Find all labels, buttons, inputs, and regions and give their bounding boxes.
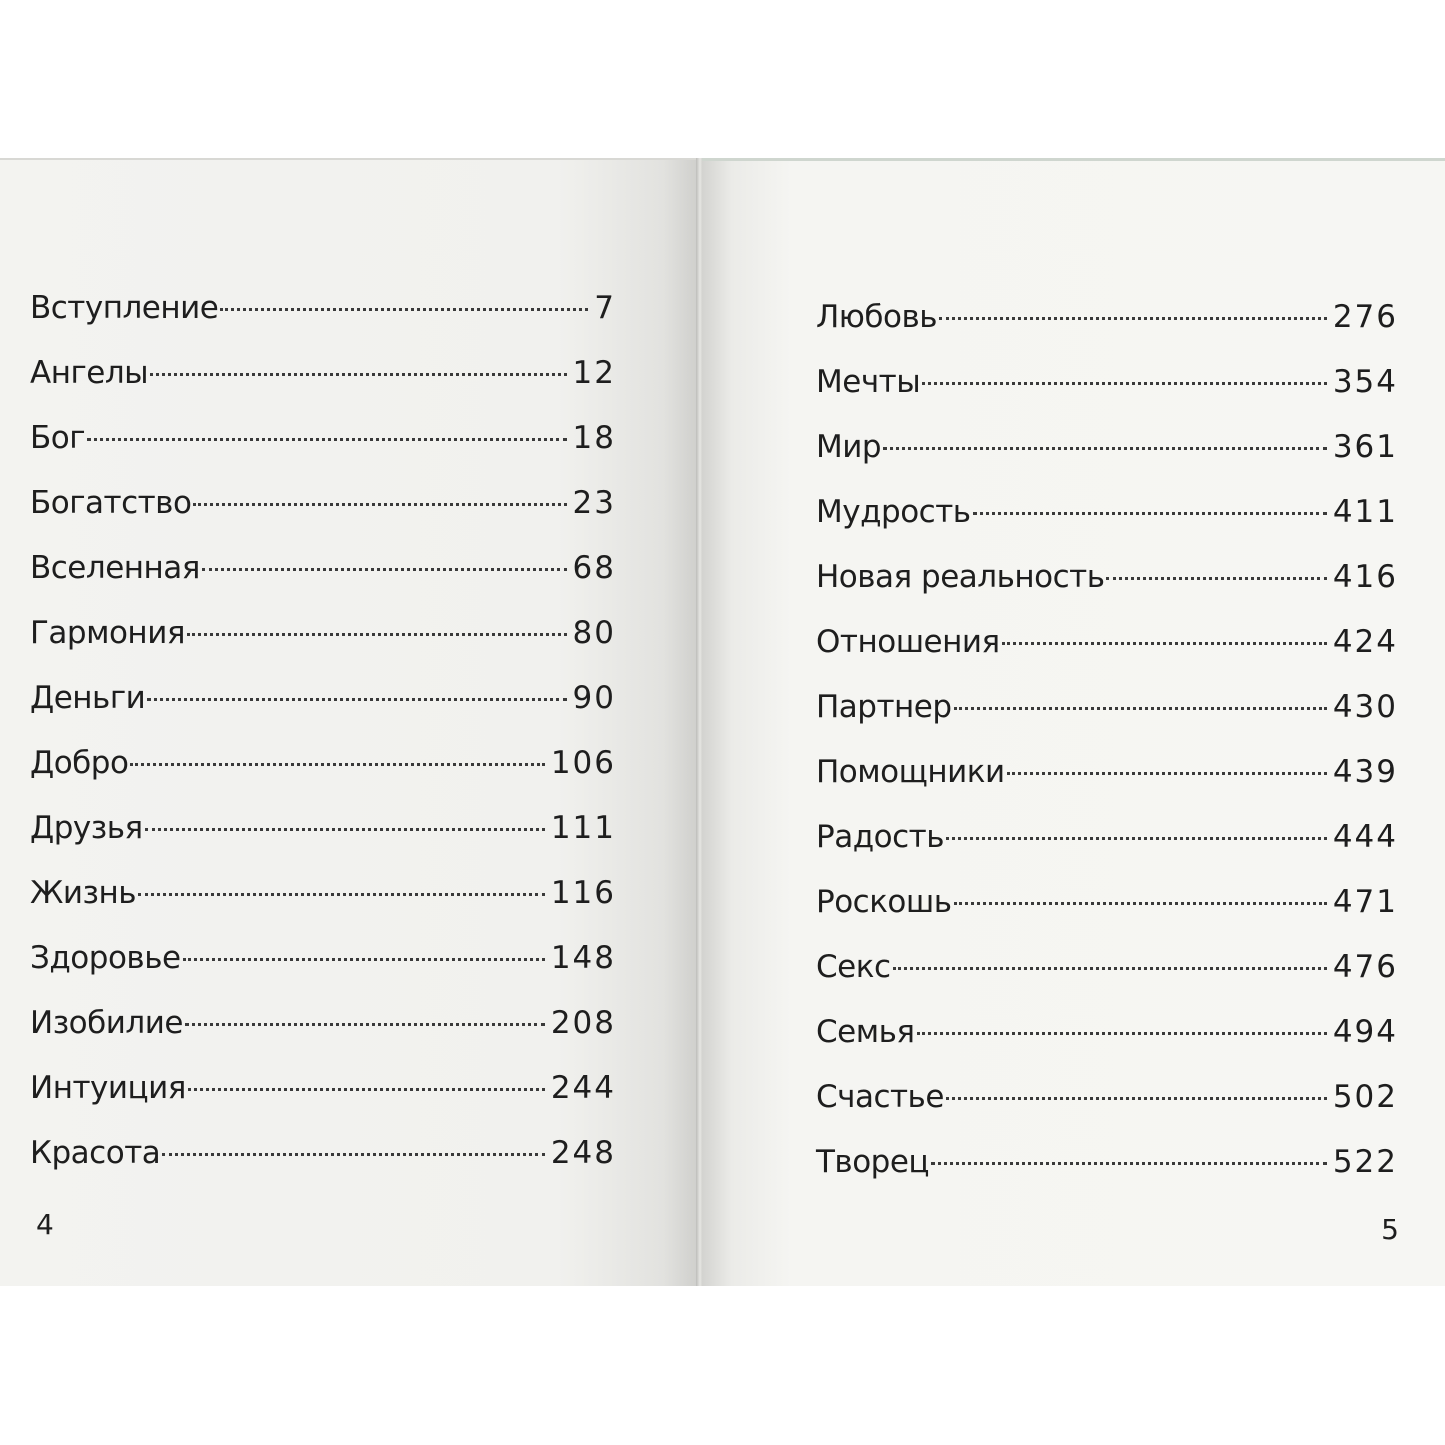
toc-entry-page: 439: [1332, 754, 1398, 790]
toc-entry-page: 80: [572, 615, 616, 651]
toc-entry-title: Гармония: [30, 615, 185, 651]
toc-entry: [816, 415, 1398, 480]
dot-leader: [939, 317, 1327, 320]
toc-entry-title: Добро: [30, 745, 129, 781]
dot-leader: [187, 633, 567, 636]
toc-entry-title: Радость: [816, 819, 944, 855]
toc-entry-page: 444: [1332, 819, 1398, 855]
toc-entry-title: Новая реальность: [816, 559, 1105, 595]
dot-leader: [1007, 772, 1327, 775]
toc-entry-page: 411: [1332, 494, 1398, 530]
toc-entry: [816, 1000, 1398, 1065]
dot-leader: [188, 1088, 545, 1091]
toc-entry: [30, 341, 616, 406]
toc-entry: [816, 1065, 1398, 1130]
toc-entry-title: Творец: [816, 1144, 930, 1180]
toc-entry-page: 244: [550, 1070, 616, 1106]
toc-entry: [816, 870, 1398, 935]
dot-leader: [1106, 577, 1326, 580]
toc-entry: [816, 1130, 1398, 1195]
toc-entry-title: Счастье: [816, 1079, 944, 1115]
toc-entry-page: 18: [572, 420, 616, 456]
table-of-contents-left: [30, 276, 616, 1186]
toc-entry-page: 276: [1332, 299, 1398, 335]
toc-entry-page: 354: [1332, 364, 1398, 400]
toc-entry-title: Изобилие: [30, 1005, 183, 1041]
toc-entry-title: Друзья: [30, 810, 143, 846]
toc-entry: [30, 276, 616, 341]
toc-entry-page: 111: [550, 810, 616, 846]
toc-entry-title: Интуиция: [30, 1070, 186, 1106]
dot-leader: [922, 382, 1327, 385]
dot-leader: [220, 308, 588, 311]
toc-entry-page: 494: [1332, 1014, 1398, 1050]
toc-entry: [30, 926, 616, 991]
toc-entry-page: 502: [1332, 1079, 1398, 1115]
toc-entry-page: 68: [572, 550, 616, 586]
toc-entry-title: Помощники: [816, 754, 1005, 790]
toc-entry: [30, 601, 616, 666]
page-number-left: 4: [36, 1208, 54, 1241]
toc-entry: [816, 610, 1398, 675]
toc-entry: [816, 350, 1398, 415]
toc-entry: [816, 805, 1398, 870]
toc-entry: [816, 935, 1398, 1000]
toc-entry-page: 416: [1332, 559, 1398, 595]
toc-entry: [816, 285, 1398, 350]
dot-leader: [946, 837, 1327, 840]
toc-entry: [30, 666, 616, 731]
toc-entry: [816, 740, 1398, 805]
toc-entry-page: 248: [550, 1135, 616, 1171]
toc-entry-title: Деньги: [30, 680, 146, 716]
toc-entry: [816, 545, 1398, 610]
dot-leader: [883, 447, 1327, 450]
toc-entry-page: 7: [594, 290, 616, 326]
toc-entry: [30, 731, 616, 796]
toc-entry: [30, 406, 616, 471]
dot-leader: [87, 438, 567, 441]
toc-entry-title: Отношения: [816, 624, 1000, 660]
dot-leader: [138, 893, 545, 896]
dot-leader: [954, 707, 1327, 710]
dot-leader: [917, 1032, 1327, 1035]
toc-entry-title: Секс: [816, 949, 891, 985]
toc-entry-page: 90: [572, 680, 616, 716]
toc-entry-title: Бог: [30, 420, 86, 456]
toc-entry: [30, 536, 616, 601]
dot-leader: [954, 902, 1327, 905]
toc-entry: [30, 471, 616, 536]
dot-leader: [946, 1097, 1327, 1100]
toc-entry-title: Богатство: [30, 485, 192, 521]
dot-leader: [931, 1162, 1327, 1165]
dot-leader: [147, 698, 566, 701]
toc-entry-page: 522: [1332, 1144, 1398, 1180]
toc-entry-page: 106: [550, 745, 616, 781]
toc-entry-page: 116: [550, 875, 616, 911]
toc-entry-title: Мир: [816, 429, 882, 465]
toc-entry-title: Любовь: [816, 299, 938, 335]
dot-leader: [130, 763, 544, 766]
page-number-right: 5: [1381, 1213, 1399, 1246]
toc-entry-page: 12: [572, 355, 616, 391]
toc-entry-title: Ангелы: [30, 355, 149, 391]
toc-entry-page: 23: [572, 485, 616, 521]
toc-entry: [30, 1056, 616, 1121]
toc-entry: [30, 861, 616, 926]
dot-leader: [193, 503, 566, 506]
toc-entry: [30, 991, 616, 1056]
toc-entry: [30, 1121, 616, 1186]
toc-entry-page: 424: [1332, 624, 1398, 660]
toc-entry-title: Партнер: [816, 689, 952, 725]
toc-entry-page: 430: [1332, 689, 1398, 725]
right-page: [702, 158, 1445, 1286]
dot-leader: [150, 373, 566, 376]
dot-leader: [973, 512, 1327, 515]
toc-entry-page: 208: [550, 1005, 616, 1041]
dot-leader: [162, 1153, 545, 1156]
toc-entry-page: 471: [1332, 884, 1398, 920]
toc-entry-title: Семья: [816, 1014, 915, 1050]
toc-entry-title: Вступление: [30, 290, 219, 326]
toc-entry-title: Вселенная: [30, 550, 200, 586]
toc-entry-page: 361: [1332, 429, 1398, 465]
toc-entry-title: Здоровье: [30, 940, 181, 976]
toc-entry-page: 476: [1332, 949, 1398, 985]
toc-entry-title: Мечты: [816, 364, 921, 400]
toc-entry-title: Мудрость: [816, 494, 971, 530]
dot-leader: [893, 967, 1327, 970]
toc-entry-title: Жизнь: [30, 875, 137, 911]
dot-leader: [1002, 642, 1327, 645]
toc-entry-title: Красота: [30, 1135, 161, 1171]
toc-entry: [816, 480, 1398, 545]
dot-leader: [202, 568, 567, 571]
dot-leader: [185, 1023, 545, 1026]
left-page: [0, 158, 698, 1286]
toc-entry-page: 148: [550, 940, 616, 976]
table-of-contents-right: [816, 285, 1398, 1195]
dot-leader: [183, 958, 545, 961]
dot-leader: [145, 828, 545, 831]
toc-entry: [30, 796, 616, 861]
toc-entry: [816, 675, 1398, 740]
toc-entry-title: Роскошь: [816, 884, 952, 920]
